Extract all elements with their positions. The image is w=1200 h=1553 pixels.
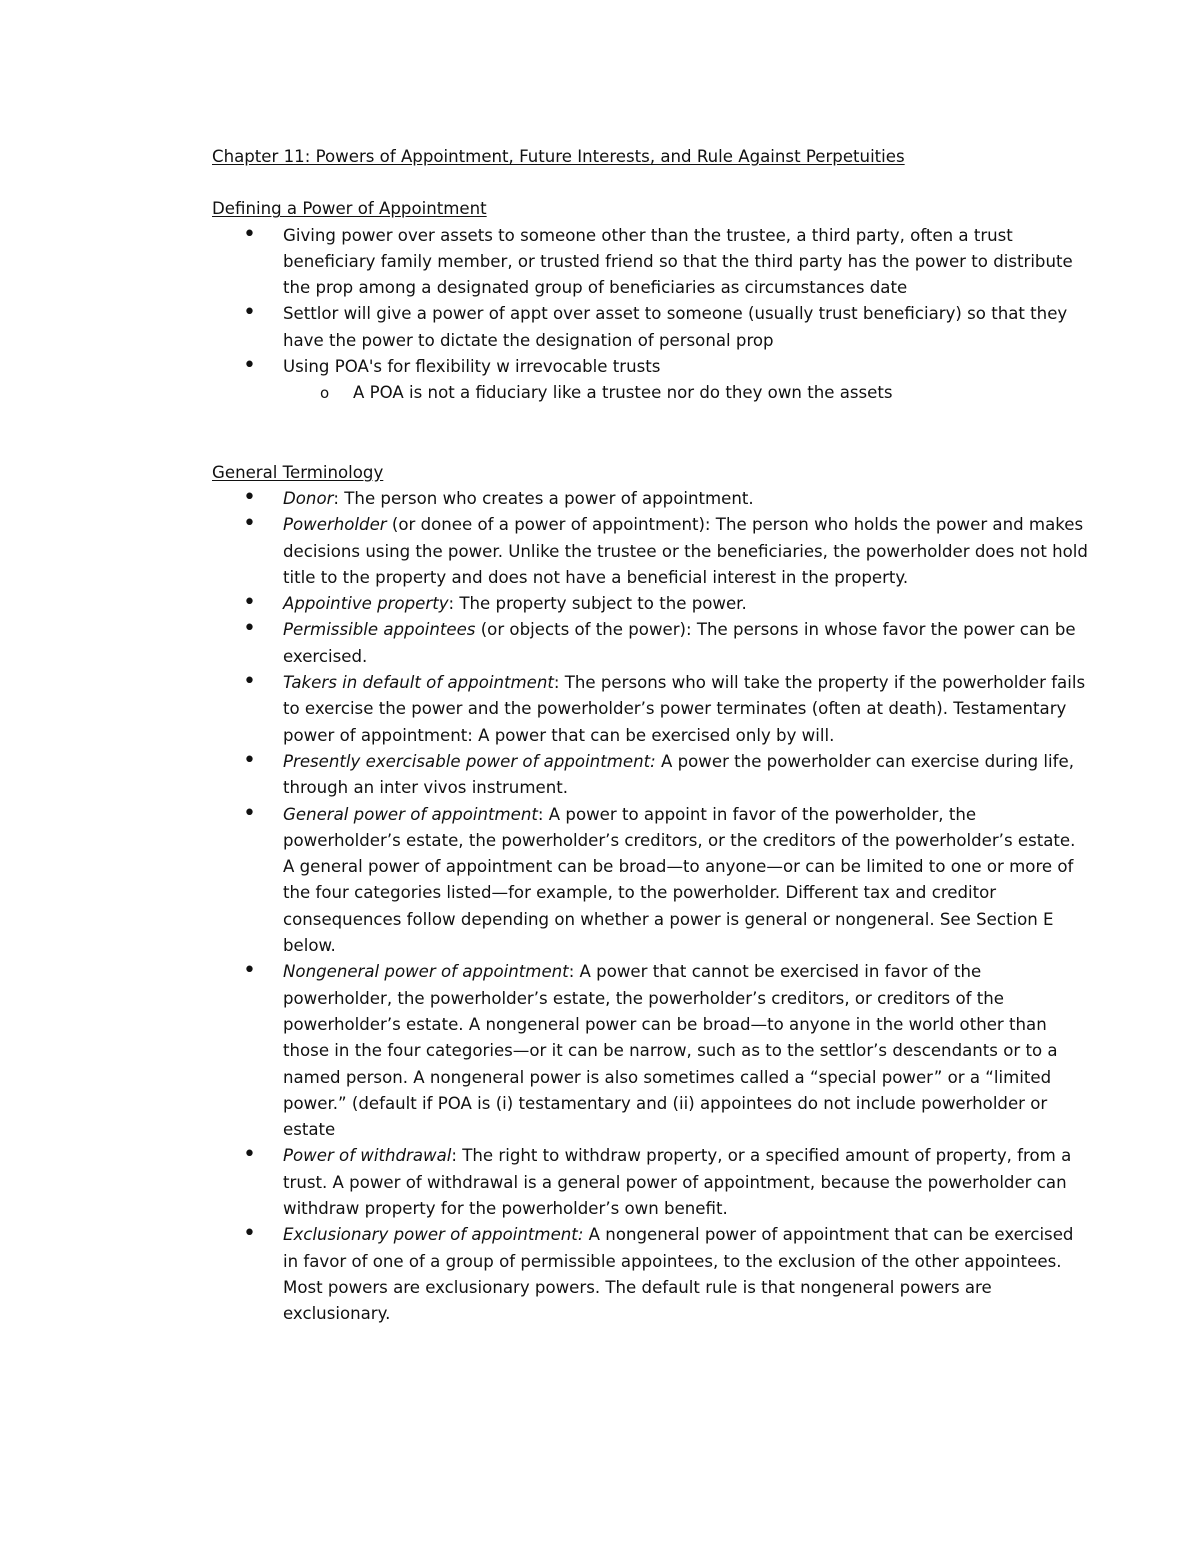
term-definition: (or objects of the power): The persons in whose favor the power can be exercised. <box>283 620 1076 666</box>
document-body <box>212 144 1092 1327</box>
term-definition: : The persons who will take the property if the powerholder fails to exercise the power and the powerholder’s power terminates (often at death). Testamentary power of appointment: A power that can be exercised only by will. <box>283 673 1086 745</box>
term-name: Presently exercisable power of appointment: <box>283 751 656 771</box>
term-name: Donor <box>283 488 334 508</box>
term-item <box>283 617 1092 670</box>
document-title: Chapter 11: Powers of Appointment, Future Interests, and Rule Against Perpetuities <box>212 147 905 166</box>
sub-bullet-list <box>283 380 1092 406</box>
term-name: Appointive property <box>283 594 449 614</box>
term-name: Power of withdrawal <box>283 1146 452 1166</box>
term-definition: : A power to appoint in favor of the powerholder, the powerholder’s estate, the powerholder’s creditors, or the creditors of the powerholder’s estate. A general power of appointment can be broad—to anyone—or can be limited to one or more of the four categories listed—for example, to the powerholder. Different tax and creditor consequences follow depending on whether a power is general or nongeneral. See Section E below. <box>283 804 1076 956</box>
term-item <box>283 749 1092 802</box>
bullet-item: • Settlor will give a power of appt over asset to someone (usually trust beneficiary) so that they have the power to dictate the designation of personal prop <box>283 301 1092 354</box>
term-item <box>283 512 1092 591</box>
section-heading: Defining a Power of Appointment <box>212 199 487 219</box>
term-definition: : A power that cannot be exercised in favor of the powerholder, the powerholder’s estate, the powerholder’s creditors, or creditors of the powerholder’s estate. A nongeneral power can be broad—to anyone in the world other than those in the four categories—or it can be narrow, such as to the settlor’s descendants or to a named person. A nongeneral power is also sometimes called a “special power” or a “limited power.” (default if POA is (i) testamentary and (ii) appointees do not include powerholder or estate <box>283 962 1058 1140</box>
term-definition: : The property subject to the power. <box>448 594 747 614</box>
term-item <box>283 670 1092 749</box>
bullet-item <box>283 354 1092 407</box>
term-definition: : The right to withdraw property, or a specified amount of property, from a trust. A power of withdrawal is a general power of appointment, because the powerholder can withdraw property for the powerholder’s own benefit. <box>283 1146 1072 1218</box>
section-heading: General Terminology <box>212 462 384 482</box>
bullet-list <box>212 223 1092 407</box>
term-name: Nongeneral power of appointment <box>283 962 569 982</box>
term-item <box>283 1222 1092 1327</box>
term-name: Permissible appointees <box>283 620 476 640</box>
bullet-text: Using POA's for flexibility w irrevocable trusts <box>283 357 661 377</box>
term-definition: : The person who creates a power of appointment. <box>333 488 754 508</box>
term-name: General power of appointment <box>283 804 538 824</box>
bullet-item: • Giving power over assets to someone other than the trustee, a third party, often a trust beneficiary family member, or trusted friend so that the third party has the power to distribute the prop among a designated group of beneficiaries as circumstances date <box>283 223 1092 302</box>
sub-bullet-item: o A POA is not a fiduciary like a trustee nor do they own the assets <box>353 380 1092 406</box>
term-item <box>283 802 1092 960</box>
term-item <box>283 1143 1092 1222</box>
term-definition: A nongeneral power of appointment that can be exercised in favor of one of a group of permissible appointees, to the exclusion of the other appointees. Most powers are exclusionary powers. The default rule is that nongeneral powers are exclusionary. <box>283 1225 1074 1324</box>
term-item <box>283 959 1092 1143</box>
term-name: Exclusionary power of appointment: <box>283 1225 584 1245</box>
term-item <box>283 486 1092 512</box>
term-definition: (or donee of a power of appointment): The person who holds the power and makes decisions using the power. Unlike the trustee or the beneficiaries, the powerholder does not hold title to the property and does not have a beneficial interest in the property. <box>283 515 1088 587</box>
bullet-list <box>212 486 1092 1328</box>
term-item <box>283 591 1092 617</box>
term-name: Takers in default of appointment <box>283 673 554 693</box>
term-definition: A power the powerholder can exercise during life, through an inter vivos instrument. <box>283 751 1074 798</box>
term-name: Powerholder <box>283 515 387 535</box>
